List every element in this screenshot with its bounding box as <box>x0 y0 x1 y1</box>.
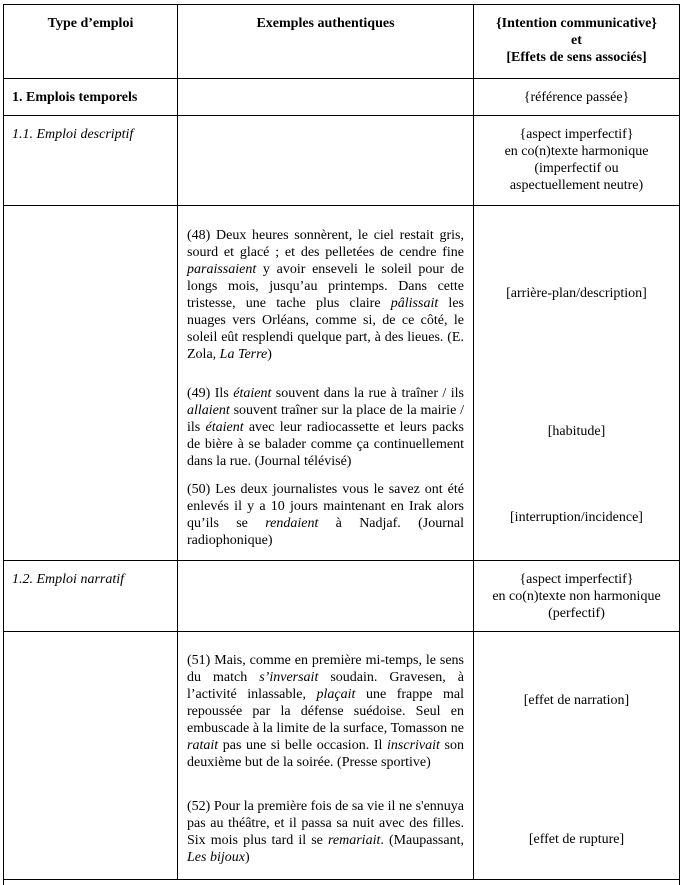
table-rule <box>3 4 680 5</box>
subsection-descriptif: 1.1. Emploi descriptif <box>12 127 134 142</box>
effect-narratif: {aspect imperfectif} en co(n)texte non harmonique (perfectif) <box>492 572 661 621</box>
example-48: (48) Deux heures sonnèrent, le ciel restait gris, sourd et glacé ; et des pelletées de cendre fine paraissaient y avoir enseveli le soleil pour de longs mois, jusqu’au printemps. Dans cette tristesse, une tache plus claire pâlissait les nuages vers Orléans, comme si, de ce côté, le soleil eût resplendi quelque part, à des lieues. (E. Zola, La Terre) <box>187 228 464 362</box>
effect-50: [interruption/incidence] <box>510 510 643 525</box>
table-rule <box>3 115 680 116</box>
effect-51: [effet de narration] <box>523 693 630 708</box>
header-intention: {Intention communicative} et [Effets de sens associés] <box>496 16 657 65</box>
example-50: (50) Les deux journalistes vous le savez ont été enlevés il y a 10 jours maintenant en Irak alors qu’ils se rendaient à Nadjaf. (Journal radiophonique) <box>187 482 464 548</box>
effect-48: [arrière-plan/description] <box>506 286 647 301</box>
section-temporels: 1. Emplois temporels <box>12 90 138 105</box>
effect-descriptif: {aspect imperfectif} en co(n)texte harmonique (imperfectif ou aspectuellement neutre) <box>504 127 649 193</box>
table-rule <box>177 4 178 880</box>
example-49: (49) Ils étaient souvent dans la rue à traîner / ils allaient souvent traîner sur la place de la mairie / ils étaient avec leur radiocassette et leurs packs de bière à se balader comme ça continuellement dans la rue. (Journal télévisé) <box>187 386 464 469</box>
table-rule <box>679 4 680 880</box>
effect-reference-passee: {référence passée} <box>523 90 630 105</box>
example-52: (52) Pour la première fois de sa vie il ne s'ennuya pas au théâtre, et il passa sa nuit avec des filles. Six mois plus tard il se remariait. (Maupassant, Les bijoux) <box>187 799 464 865</box>
table-rule <box>3 631 680 632</box>
subsection-narratif: 1.2. Emploi narratif <box>12 572 125 587</box>
header-examples: Exemples authentiques <box>256 16 395 31</box>
table-rule <box>3 4 4 880</box>
example-51: (51) Mais, comme en première mi-temps, le sens du match s’inversait soudain. Gravesen, à l’activité inlassable, plaçait une frappe mal repoussée par la défense suédoise. Seul en embuscade à la limite de la surface, Tomasson ne ratait pas une si belle occasion. Il inscrivait son deuxième but de la soirée. (Presse sportive) <box>187 653 465 770</box>
table-rule <box>3 560 680 561</box>
table-rule <box>3 78 680 79</box>
table-rule <box>3 205 680 206</box>
effect-49: [habitude] <box>547 424 606 439</box>
table-continuation <box>3 879 680 885</box>
effect-52: [effet de rupture] <box>528 832 625 847</box>
header-type: Type d’emploi <box>47 16 134 31</box>
